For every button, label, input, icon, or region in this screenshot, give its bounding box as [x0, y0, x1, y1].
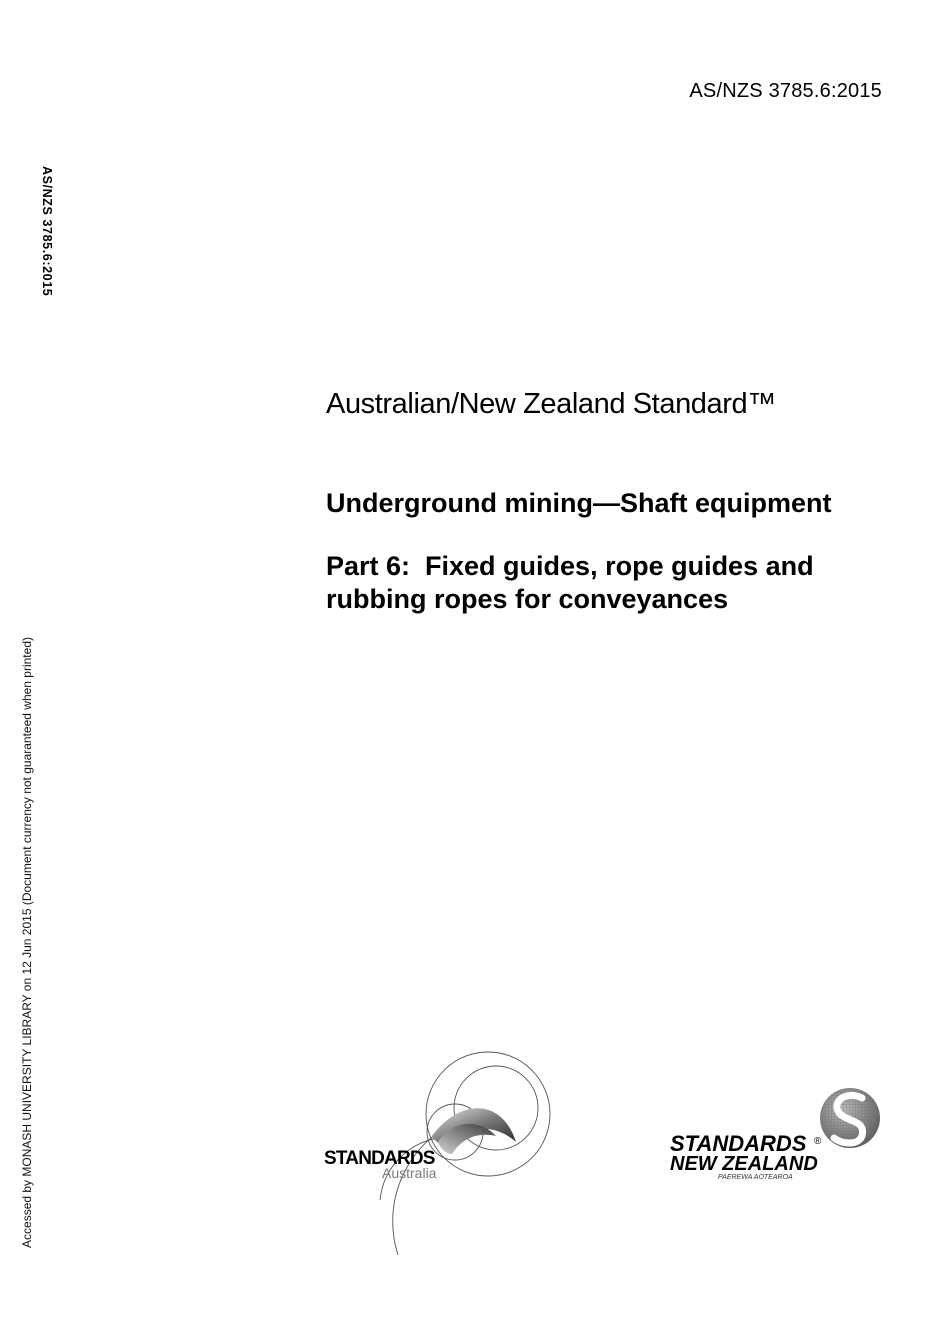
standards-australia-emblem [320, 1040, 560, 1260]
part-title-line-1: Part 6: Fixed guides, rope guides and [326, 551, 814, 581]
nz-logo-word-standards: STANDARDS [670, 1131, 807, 1156]
access-notice: Accessed by MONASH UNIVERSITY LIBRARY on 12 Jun 2015 (Document currency not guaranteed when printed) [20, 637, 34, 1248]
sa-logo-word-standards: STANDARDS [324, 1148, 435, 1169]
spine-designation: AS/NZS 3785.6:2015 [40, 166, 54, 297]
nz-s-mark-icon [820, 1088, 880, 1148]
standard-series-title: Australian/New Zealand Standard™ [326, 388, 776, 420]
nz-logo-word-new-zealand: NEW ZEALAND [670, 1153, 818, 1175]
nz-logo-registered-mark: ® [814, 1136, 822, 1147]
nz-logo-word-paerewa-aotearoa: PAEREWA AOTEAROA [718, 1174, 793, 1181]
document-main-title: Underground mining—Shaft equipment [326, 488, 832, 518]
document-part-title [326, 550, 886, 616]
part-title-line-2: rubbing ropes for conveyances [326, 584, 729, 614]
document-designation: AS/NZS 3785.6:2015 [689, 80, 882, 102]
sa-logo-word-australia: Australia [382, 1165, 437, 1181]
standards-australia-logo [320, 1040, 560, 1260]
standards-new-zealand-logo [662, 1082, 892, 1192]
standards-new-zealand-emblem [662, 1082, 892, 1192]
